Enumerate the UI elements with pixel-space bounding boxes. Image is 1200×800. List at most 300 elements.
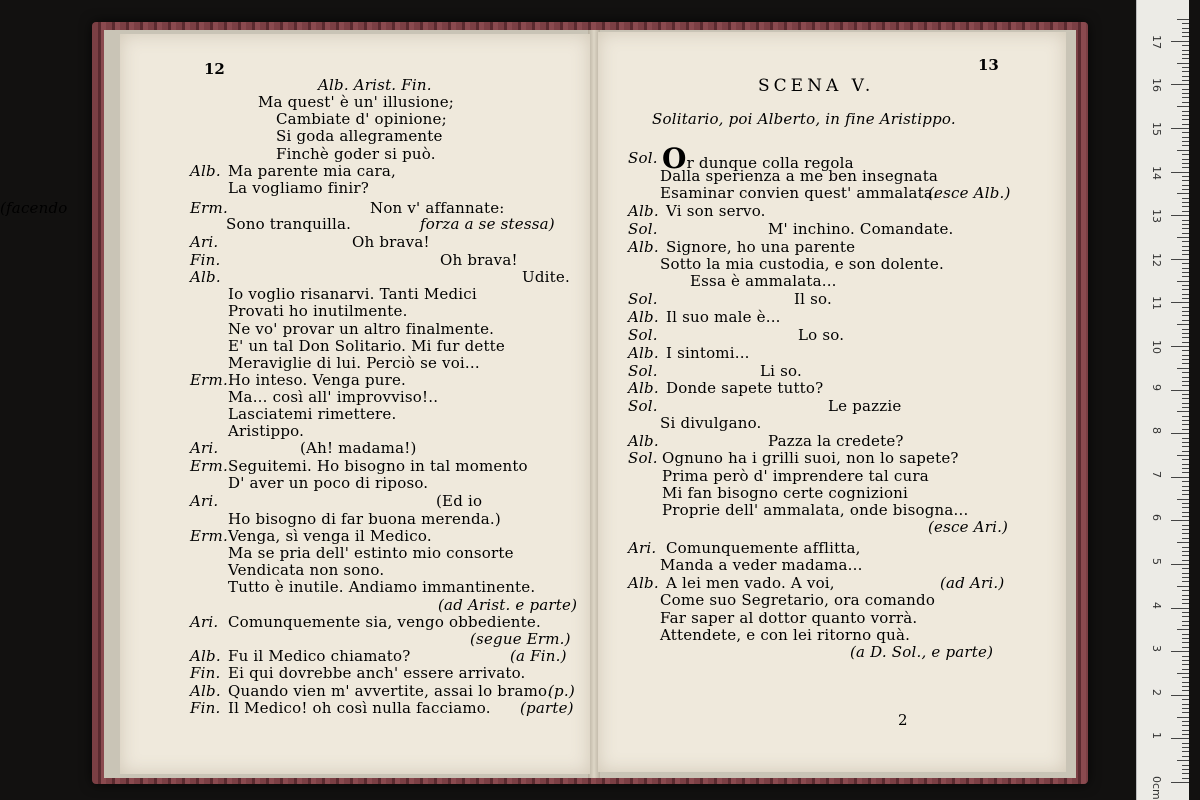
verse-line: Aristippo.: [228, 422, 305, 440]
ruler-tick: [1182, 381, 1189, 382]
speaker-label: Sol.: [628, 397, 658, 415]
speaker-label: Sol.: [628, 149, 658, 167]
ruler-tick: [1182, 647, 1189, 648]
speaker-label: Erm.: [190, 199, 228, 217]
ruler-tick: [1182, 590, 1189, 591]
ruler-tick: [1182, 481, 1189, 482]
ruler-tick: [1182, 525, 1189, 526]
ruler-tick: [1182, 145, 1189, 146]
stage-direction: (a Fin.): [510, 647, 567, 665]
speaker-label: Sol.: [628, 326, 658, 344]
ruler-number: 17: [1150, 34, 1163, 49]
ruler-tick: [1182, 420, 1189, 421]
ruler-tick: [1182, 294, 1189, 295]
ruler-tick: [1182, 180, 1189, 181]
speaker-label: Erm.: [190, 527, 228, 545]
ruler-tick: [1182, 547, 1189, 548]
ruler-tick: [1177, 629, 1189, 630]
ruler-tick: [1182, 398, 1189, 399]
verse-line: Pazza la credete?: [768, 432, 904, 450]
ruler-tick: [1182, 708, 1189, 709]
ruler-tick: [1182, 233, 1189, 234]
ruler-tick: [1182, 725, 1189, 726]
ruler-number: 2: [1150, 688, 1163, 696]
ruler-tick: [1177, 324, 1189, 325]
ruler-tick: [1182, 472, 1189, 473]
ruler-tick: [1182, 167, 1189, 168]
ruler-tick: [1182, 342, 1189, 343]
verse-line: Udite.: [522, 268, 570, 286]
verse-line: Non v' affannate:: [370, 199, 505, 217]
ruler-tick: [1182, 272, 1189, 273]
ruler-tick: [1171, 782, 1189, 783]
ruler-tick: [1182, 503, 1189, 504]
verse-line: Or dunque colla regola: [662, 142, 854, 175]
verse-line: Fu il Medico chiamato?: [228, 647, 411, 665]
ruler-tick: [1182, 32, 1189, 33]
ruler-number: 15: [1150, 122, 1163, 136]
verse-line: Far saper al dottor quanto vorrà.: [660, 609, 918, 627]
ruler-tick: [1182, 246, 1189, 247]
verse-line: Oh brava!: [440, 251, 518, 269]
ruler-number: 6: [1150, 514, 1163, 522]
speaker-label: Ari.: [190, 492, 219, 510]
ruler-tick: [1182, 712, 1189, 713]
ruler-tick: [1182, 377, 1189, 378]
ruler-tick: [1182, 577, 1189, 578]
ruler-number: 16: [1150, 78, 1163, 93]
ruler-tick: [1182, 429, 1189, 430]
ruler-tick: [1171, 302, 1189, 303]
verse-line: Il suo male è...: [666, 308, 781, 326]
ruler-tick: [1182, 778, 1189, 779]
ruler-tick: [1182, 50, 1189, 51]
scene-title: SCENA V.: [758, 76, 875, 96]
ruler-tick: [1182, 97, 1189, 98]
ruler-tick: [1177, 411, 1189, 412]
ruler-tick: [1182, 224, 1189, 225]
ruler-tick: [1177, 281, 1189, 282]
verse-line: Alb. Arist. Fin.: [318, 76, 432, 94]
ruler-tick: [1182, 403, 1189, 404]
ruler-tick: [1171, 651, 1189, 652]
ruler-tick: [1182, 599, 1189, 600]
verse-line: Mi fan bisogno certe cognizioni: [662, 484, 909, 502]
ruler-tick: [1177, 237, 1189, 238]
ruler-tick: [1182, 747, 1189, 748]
ruler-tick: [1182, 363, 1189, 364]
speaker-label: Alb.: [190, 268, 221, 286]
ruler-tick: [1182, 102, 1189, 103]
stage-direction: (p.): [548, 682, 575, 700]
ruler-tick: [1182, 407, 1189, 408]
speaker-label: Alb.: [628, 432, 659, 450]
ruler-tick: [1171, 433, 1189, 434]
verse-line: D' aver un poco di riposo.: [228, 474, 429, 492]
ruler-tick: [1182, 385, 1189, 386]
ruler-tick: [1182, 254, 1189, 255]
speaker-label: Fin.: [190, 699, 221, 717]
verse-line: I sintomi...: [666, 344, 750, 362]
ruler-tick: [1182, 320, 1189, 321]
stage-direction: (a D. Sol., e parte): [850, 643, 994, 661]
speaker-label: Sol.: [628, 220, 658, 238]
verse-line: Ma... così all' improvviso!..: [228, 388, 439, 406]
ruler-tick: [1182, 669, 1189, 670]
verse-line: Cambiate d' opinione;: [276, 110, 447, 128]
ruler-tick: [1182, 54, 1189, 55]
ruler-tick: [1177, 106, 1189, 107]
ruler-tick: [1182, 285, 1189, 286]
ruler-tick: [1182, 250, 1189, 251]
ruler-tick: [1182, 642, 1189, 643]
verse-line: Meraviglie di lui. Perciò se voi...: [228, 354, 480, 372]
verse-line: Si divulgano.: [660, 414, 762, 432]
ruler-tick: [1182, 289, 1189, 290]
stage-direction: (segue Erm.): [470, 630, 571, 648]
ruler-number: 12: [1150, 252, 1163, 267]
verse-line: Donde sapete tutto?: [666, 379, 824, 397]
ruler-tick: [1182, 111, 1189, 112]
speaker-label: Erm.: [190, 457, 228, 475]
speaker-label: Alb.: [190, 647, 221, 665]
ruler-tick: [1177, 717, 1189, 718]
speaker-label: Ari.: [190, 233, 219, 251]
speaker-label: Ari.: [190, 439, 219, 457]
measuring-ruler: [1136, 0, 1189, 800]
verse-line: Le pazzie: [828, 397, 902, 415]
ruler-tick: [1171, 738, 1189, 739]
stage-direction: (esce Alb.): [928, 184, 1011, 202]
verse-line: Come suo Segretario, ora comando: [660, 591, 936, 609]
ruler-tick: [1182, 730, 1189, 731]
verse-line: Venga, sì venga il Medico.: [228, 527, 432, 545]
verse-line: Provati ho inutilmente.: [228, 302, 408, 320]
ruler-tick: [1182, 76, 1189, 77]
speaker-label: Fin.: [190, 251, 221, 269]
ruler-tick: [1182, 315, 1189, 316]
ruler-tick: [1182, 350, 1189, 351]
ruler-tick: [1182, 263, 1189, 264]
ruler-tick: [1182, 333, 1189, 334]
speaker-label: Alb.: [628, 202, 659, 220]
ruler-tick: [1177, 150, 1189, 151]
ruler-tick: [1182, 464, 1189, 465]
ruler-tick: [1182, 616, 1189, 617]
ruler-number: 1: [1150, 732, 1163, 740]
speaker-label: Alb.: [628, 238, 659, 256]
ruler-tick: [1182, 206, 1189, 207]
verse-line: (Ah! madama!): [300, 439, 417, 457]
ruler-number: 3: [1150, 645, 1163, 653]
ruler-tick: [1182, 507, 1189, 508]
verse-line: Comunquemente afflitta,: [666, 539, 861, 557]
stage-direction: forza a se stessa): [420, 215, 555, 233]
speaker-label: Fin.: [190, 664, 221, 682]
ruler-tick: [1182, 734, 1189, 735]
ruler-tick: [1171, 84, 1189, 85]
verse-line: Lo so.: [798, 326, 845, 344]
verse-line: A lei men vado. A voi,: [666, 574, 835, 592]
ruler-tick: [1182, 743, 1189, 744]
verse-line: (Ed io: [436, 492, 483, 510]
ruler-tick: [1182, 555, 1189, 556]
ruler-tick: [1182, 220, 1189, 221]
ruler-tick: [1182, 67, 1189, 68]
ruler-tick: [1182, 198, 1189, 199]
ruler-number: 11: [1150, 296, 1163, 311]
ruler-tick: [1177, 760, 1189, 761]
ruler-tick: [1182, 372, 1189, 373]
ruler-tick: [1182, 533, 1189, 534]
ruler-tick: [1177, 19, 1189, 20]
ruler-tick: [1182, 176, 1189, 177]
speaker-label: Alb.: [628, 344, 659, 362]
ruler-tick: [1182, 751, 1189, 752]
ruler-tick: [1171, 695, 1189, 696]
ruler-tick: [1171, 41, 1189, 42]
stage-direction: (esce Ari.): [928, 518, 1009, 536]
verse-line: Dalla sperienza a me ben insegnata: [660, 167, 939, 185]
verse-line: Vi son servo.: [666, 202, 766, 220]
verse-line: Vendicata non sono.: [228, 561, 385, 579]
ruler-tick: [1182, 769, 1189, 770]
ruler-tick: [1182, 773, 1189, 774]
verse-line: Ne vo' provar un altro finalmente.: [228, 320, 495, 338]
ruler-tick: [1182, 355, 1189, 356]
ruler-tick: [1182, 638, 1189, 639]
verse-line: Signore, ho una parente: [666, 238, 856, 256]
verse-line: Ma parente mia cara,: [228, 162, 396, 180]
ruler-tick: [1182, 211, 1189, 212]
ruler-tick: [1182, 241, 1189, 242]
ruler-tick: [1182, 603, 1189, 604]
verse-line: Seguitemi. Ho bisogno in tal momento: [228, 457, 528, 475]
ruler-tick: [1171, 128, 1189, 129]
ruler-tick: [1182, 660, 1189, 661]
ruler-tick: [1182, 494, 1189, 495]
verse-line: Si goda allegramente: [276, 127, 443, 145]
ruler-tick: [1177, 542, 1189, 543]
verse-line: Ho bisogno di far buona merenda.): [228, 510, 501, 528]
ruler-tick: [1182, 159, 1189, 160]
ruler-tick: [1182, 58, 1189, 59]
right-page-number: 13: [978, 56, 999, 74]
ruler-tick: [1182, 529, 1189, 530]
ruler-tick: [1182, 185, 1189, 186]
ruler-tick: [1182, 446, 1189, 447]
verse-line: Finchè goder si può.: [276, 145, 436, 163]
ruler-tick: [1182, 189, 1189, 190]
ruler-tick: [1182, 625, 1189, 626]
ruler-tick: [1182, 337, 1189, 338]
ruler-tick: [1182, 132, 1189, 133]
ruler-tick: [1182, 656, 1189, 657]
stage-direction: (ad Ari.): [940, 574, 1005, 592]
ruler-tick: [1182, 560, 1189, 561]
speaker-label: Alb.: [628, 574, 659, 592]
ruler-tick: [1182, 568, 1189, 569]
ruler-number: 10: [1150, 340, 1163, 354]
ruler-tick: [1182, 93, 1189, 94]
ruler-tick: [1182, 89, 1189, 90]
ruler-tick: [1177, 586, 1189, 587]
ruler-tick: [1182, 699, 1189, 700]
speaker-label: Sol.: [628, 290, 658, 308]
speaker-label: Sol.: [628, 362, 658, 380]
verse-line: La vogliamo finir?: [228, 179, 369, 197]
ruler-tick: [1182, 682, 1189, 683]
ruler-tick: [1182, 115, 1189, 116]
ruler-tick: [1182, 538, 1189, 539]
verse-line: Ei qui dovrebbe anch' essere arrivato.: [228, 664, 526, 682]
verse-line: Il Medico! oh così nulla facciamo.: [228, 699, 491, 717]
ruler-tick: [1182, 621, 1189, 622]
ruler-tick: [1182, 45, 1189, 46]
ruler-tick: [1182, 228, 1189, 229]
ruler-tick: [1182, 634, 1189, 635]
ruler-tick: [1182, 756, 1189, 757]
verse-line: Ma se pria dell' estinto mio consorte: [228, 544, 514, 562]
ruler-tick: [1182, 276, 1189, 277]
speaker-label: Sol.: [628, 449, 658, 467]
speaker-label: Erm.: [190, 371, 228, 389]
ruler-tick: [1171, 390, 1189, 391]
ruler-tick: [1182, 71, 1189, 72]
verse-line: E' un tal Don Solitario. Mi fur dette: [228, 337, 505, 355]
ruler-tick: [1182, 36, 1189, 37]
verse-line: Ma quest' è un' illusione;: [258, 93, 455, 111]
ruler-tick: [1182, 612, 1189, 613]
ruler-tick: [1171, 608, 1189, 609]
speaker-label: Alb.: [628, 308, 659, 326]
ruler-tick: [1177, 499, 1189, 500]
ruler-tick: [1171, 346, 1189, 347]
ruler-tick: [1182, 690, 1189, 691]
speaker-label: Alb.: [628, 379, 659, 397]
ruler-tick: [1182, 298, 1189, 299]
ruler-tick: [1182, 137, 1189, 138]
ruler-tick: [1171, 520, 1189, 521]
ruler-tick: [1171, 259, 1189, 260]
ruler-number: 14: [1150, 165, 1163, 180]
left-page-number: 12: [204, 60, 225, 78]
stage-direction: (ad Arist. e parte): [438, 596, 578, 614]
ruler-tick: [1177, 368, 1189, 369]
speaker-label: Alb.: [190, 162, 221, 180]
ruler-tick: [1182, 23, 1189, 24]
ruler-tick: [1182, 459, 1189, 460]
ruler-tick: [1182, 202, 1189, 203]
verse-line: Io voglio risanarvi. Tanti Medici: [228, 285, 477, 303]
ruler-tick: [1182, 512, 1189, 513]
ruler-number: 8: [1150, 427, 1163, 435]
ruler-tick: [1177, 193, 1189, 194]
ruler-tick: [1182, 664, 1189, 665]
ruler-number: 0cm: [1150, 776, 1163, 800]
ruler-tick: [1182, 551, 1189, 552]
verse-line: Sotto la mia custodia, e son dolente.: [660, 255, 944, 273]
ruler-number: 9: [1150, 383, 1163, 391]
verse-line: Tutto è inutile. Andiamo immantinente.: [228, 578, 536, 596]
ruler-tick: [1182, 765, 1189, 766]
ruler-tick: [1182, 468, 1189, 469]
ruler-tick: [1177, 63, 1189, 64]
ruler-tick: [1182, 516, 1189, 517]
verse-line: Il so.: [794, 290, 832, 308]
ruler-tick: [1177, 455, 1189, 456]
ruler-tick: [1182, 359, 1189, 360]
verse-line: Esaminar convien quest' ammalata.: [660, 184, 938, 202]
verse-line: Proprie dell' ammalata, onde bisogna...: [662, 501, 969, 519]
ruler-tick: [1182, 154, 1189, 155]
verse-line: Manda a veder madama...: [660, 556, 863, 574]
ruler-tick: [1182, 704, 1189, 705]
ruler-tick: [1182, 442, 1189, 443]
speaker-label: Alb.: [190, 682, 221, 700]
speaker-label: Ari.: [190, 613, 219, 631]
ruler-tick: [1182, 686, 1189, 687]
verse-line: Lasciatemi rimettere.: [228, 405, 397, 423]
ruler-tick: [1171, 564, 1189, 565]
ruler-tick: [1171, 172, 1189, 173]
ruler-tick: [1182, 721, 1189, 722]
signature-mark: 2: [898, 711, 908, 729]
ruler-tick: [1177, 673, 1189, 674]
ruler-number: 7: [1150, 470, 1163, 478]
verse-line: Essa è ammalata...: [690, 272, 837, 290]
verse-line: Prima però d' imprendere tal cura: [662, 467, 929, 485]
ruler-tick: [1182, 141, 1189, 142]
ruler-number: 4: [1150, 601, 1163, 609]
verse-line: Ognuno ha i grilli suoi, non lo sapete?: [662, 449, 959, 467]
ruler-tick: [1182, 124, 1189, 125]
ruler-tick: [1182, 490, 1189, 491]
ruler-tick: [1171, 477, 1189, 478]
ruler-tick: [1171, 215, 1189, 216]
verse-line: Li so.: [760, 362, 802, 380]
scene-subtitle: Solitario, poi Alberto, in fine Aristippo.: [652, 110, 956, 128]
ruler-tick: [1182, 486, 1189, 487]
speaker-label: Ari.: [628, 539, 657, 557]
ruler-tick: [1182, 329, 1189, 330]
verse-line: Sono tranquilla.: [226, 215, 352, 233]
ruler-tick: [1182, 581, 1189, 582]
ruler-tick: [1182, 268, 1189, 269]
verse-line: Comunquemente sia, vengo obbediente.: [228, 613, 541, 631]
ruler-number: 5: [1150, 558, 1163, 565]
ruler-tick: [1182, 163, 1189, 164]
ruler-tick: [1182, 451, 1189, 452]
ruler-tick: [1182, 311, 1189, 312]
verse-line: M' inchino. Comandate.: [768, 220, 954, 238]
verse-line: Oh brava!: [352, 233, 430, 251]
ruler-tick: [1182, 119, 1189, 120]
ruler-tick: [1182, 573, 1189, 574]
ruler-tick: [1182, 416, 1189, 417]
stage-direction: (facendo: [0, 199, 68, 217]
ruler-tick: [1182, 28, 1189, 29]
ruler-tick: [1182, 424, 1189, 425]
verse-line: Ho inteso. Venga pure.: [228, 371, 407, 389]
ruler-tick: [1182, 677, 1189, 678]
ruler-tick: [1182, 438, 1189, 439]
verse-line: Quando vien m' avvertite, assai lo bramo.: [228, 682, 552, 700]
ruler-tick: [1182, 595, 1189, 596]
ruler-tick: [1182, 307, 1189, 308]
ruler-number: 13: [1150, 209, 1163, 224]
verse-line: Attendete, e con lei ritorno quà.: [660, 626, 911, 644]
